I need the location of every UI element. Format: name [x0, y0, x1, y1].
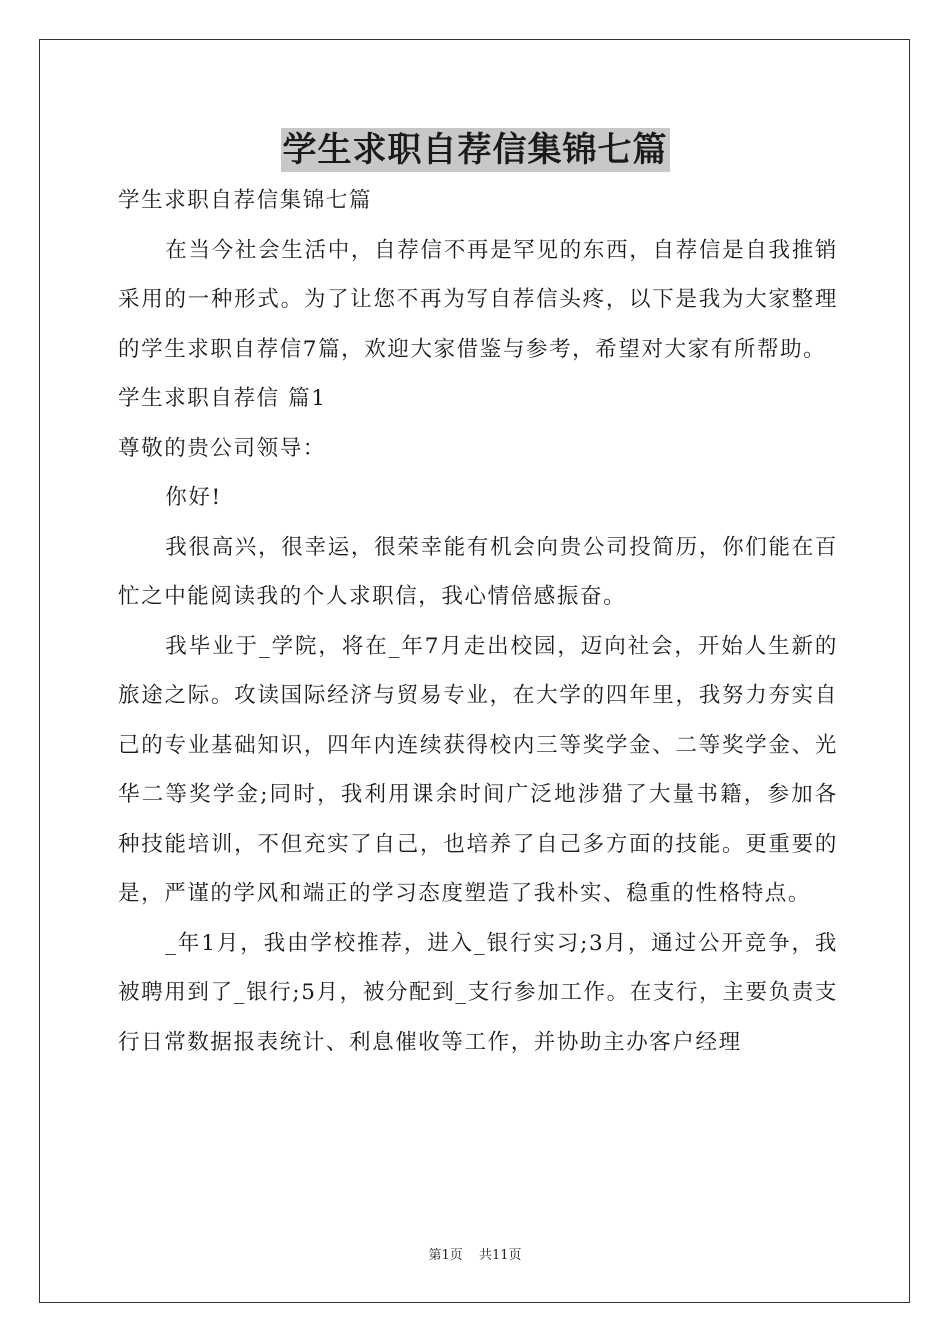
- paragraph: 我很高兴，很幸运，很荣幸能有机会向贵公司投简历，你们能在百忙之中能阅读我的个人求职信，我心情倍感振奋。: [118, 534, 838, 609]
- paragraph: 我毕业于_学院，将在_年7月走出校园，迈向社会，开始人生新的旅途之际。攻读国际经济与贸易专业，在大学的四年里，我努力夯实自己的专业基础知识，四年内连续获得校内三等奖学金、二等奖学金、光华二等奖学金;同时，我利用课余时间广泛地涉猎了大量书籍，参加各种技能培训，不但充实了自己，也培养了自己多方面的技能。更重要的是，严谨的学风和端正的学习态度塑造了我朴实、稳重的性格特点。: [118, 633, 838, 906]
- salutation: 尊敬的贵公司领导：: [118, 435, 326, 461]
- document-title: 学生求职自荐信集锦七篇: [282, 130, 668, 170]
- document-body: [118, 176, 838, 1067]
- paragraph: 在当今社会生活中，自荐信不再是罕见的东西，自荐信是自我推销采用的一种形式。为了让您不再为写自荐信头疼，以下是我为大家整理的学生求职自荐信7篇，欢迎大家借鉴与参考，希望对大家有所帮助。: [118, 237, 838, 362]
- page-number: 第1页: [428, 1248, 463, 1263]
- page-total: 共11页: [478, 1248, 522, 1263]
- title-container: [0, 128, 950, 172]
- paragraph: 学生求职自荐信集锦七篇: [118, 188, 373, 213]
- section-heading: 学生求职自荐信 篇1: [118, 386, 327, 411]
- page-footer: [0, 1244, 950, 1263]
- paragraph: _年1月，我由学校推荐，进入_银行实习;3月，通过公开竞争，我被聘用到了_银行;5月，被分配到_支行参加工作。在支行，主要负责支行日常数据报表统计、利息催收等工作，并协助主办客户经理: [118, 930, 838, 1055]
- greeting: 你好!: [165, 485, 222, 510]
